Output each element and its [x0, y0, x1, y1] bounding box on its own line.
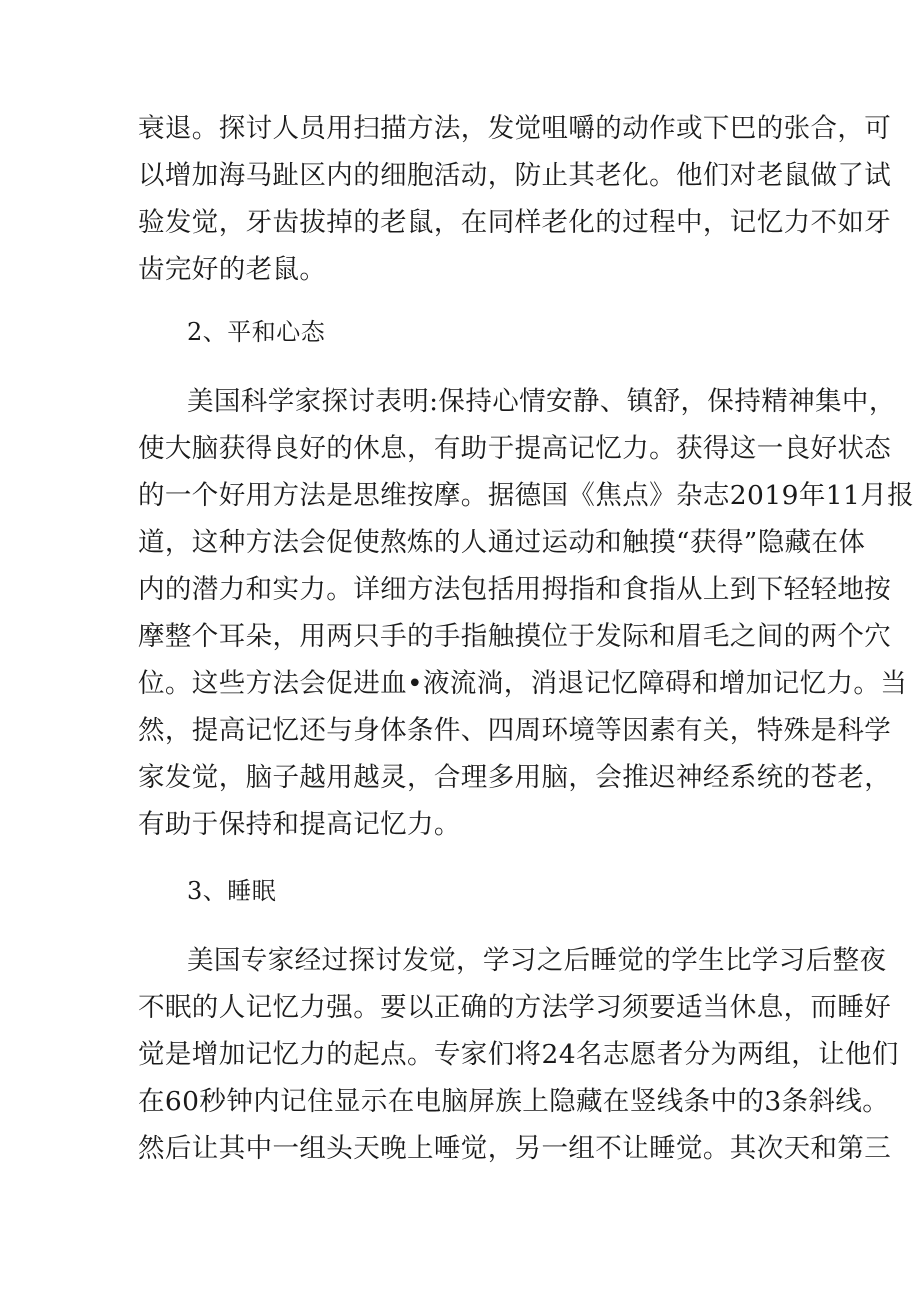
body-text-line: 美国专家经过探讨发觉，学习之后睡觉的学生比学习后整夜	[187, 945, 887, 976]
body-text-line: 道，这种方法会促使熬炼的人通过运动和触摸“获得”隐藏在体	[138, 527, 866, 558]
body-text-line: 觉是增加记忆力的起点。专家们将24名志愿者分为两组，让他们	[138, 1039, 899, 1070]
body-text-line: 然，提高记忆还与身体条件、四周环境等因素有关，特殊是科学	[138, 715, 892, 746]
body-text-line: 然后让其中一组头天晚上唾觉，另一组不让睡觉。其次天和第三	[138, 1133, 892, 1164]
body-text-line: 有助于保持和提高记忆力。	[138, 809, 461, 840]
body-text-line: 衰退。探讨人员用扫描方法，发觉咀嚼的动作或下巴的张合，可	[138, 113, 892, 144]
body-text-line: 不眠的人记忆力强。要以正确的方法学习须要适当休息，而睡好	[138, 992, 892, 1023]
body-text-line: 的一个好用方法是思维按摩。据德国《焦点》杂志2019年11月报	[138, 480, 915, 511]
body-text-line: 齿完好的老鼠。	[138, 254, 327, 285]
body-text-line: 内的潜力和实力。详细方法包括用拇指和食指从上到下轻轻地按	[138, 574, 892, 605]
body-text-line: 以增加海马趾区内的细胞活动，防止其老化。他们对老鼠做了试	[138, 160, 892, 191]
body-text-line: 家发觉，脑子越用越灵，合理多用脑，会推迟神经系统的苍老，	[138, 762, 892, 793]
body-text-line: 在60秒钟内记住显示在电脑屏族上隐藏在竖线条中的3条斜线。	[138, 1086, 890, 1117]
section-heading-2: 2、平和心态	[187, 318, 326, 346]
section-heading-3: 3、睡眠	[187, 877, 277, 905]
body-text-line: 美国科学家探讨表明:保持心情安静、镇舒，保持精神集中，	[187, 386, 896, 417]
body-text-line: 使大脑获得良好的休息，有助于提高记忆力。获得这一良好状态	[138, 433, 892, 464]
body-text-line: 验发觉，牙齿拔掉的老鼠，在同样老化的过程中，记忆力不如牙	[138, 207, 892, 238]
body-text-line: 摩整个耳朵，用两只手的手指触摸位于发际和眉毛之间的两个穴	[138, 621, 892, 652]
body-text-line: 位。这些方法会促进血•液流淌，消退记忆障碍和增加记忆力。当	[138, 668, 908, 699]
